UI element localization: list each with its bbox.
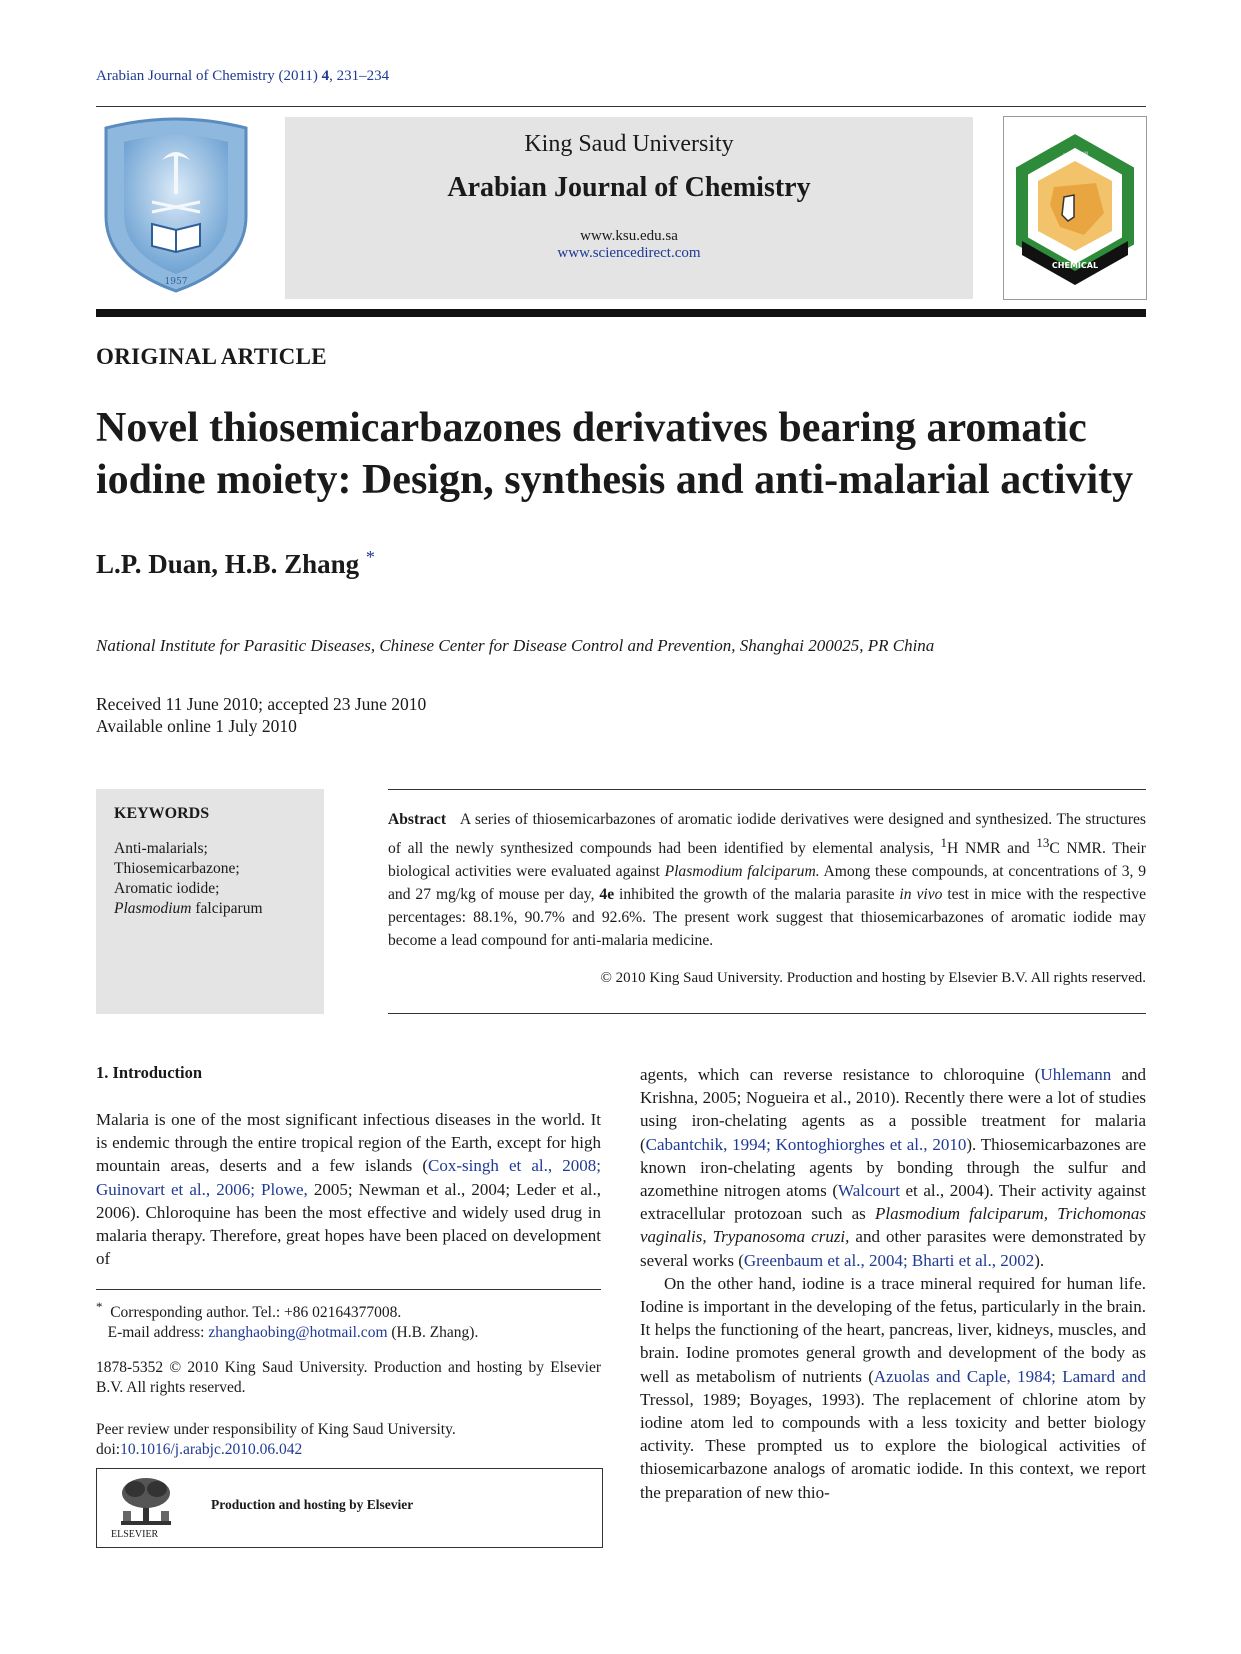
sciencedirect-url-link[interactable]: www.sciencedirect.com — [557, 245, 701, 261]
article-dates — [96, 693, 426, 737]
keyword-item: Aromatic iodide; — [114, 880, 220, 897]
email-link[interactable]: zhanghaobing@hotmail.com — [208, 1324, 388, 1342]
doi-link[interactable]: 10.1016/j.arabjc.2010.06.042 — [120, 1441, 303, 1458]
hexagon-emblem-icon — [1004, 117, 1146, 299]
intro-paragraph-left: Malaria is one of the most significant infectious diseases in the world. It is endemic through the entire tropical region of the Earth, except for high mountain areas, deserts and a few islands (Cox-singh et al., 2008; Guinovart et al., 2006; Plowe, 2005; Newman et al., 2004; Leder et al., 2006). Chloroquine has been the most effective and widely used drug in malaria therapy. Therefore, great hopes have been placed on development of — [96, 1110, 601, 1269]
abstract-copyright: © 2010 King Saud University. Production and hosting by Elsevier B.V. All rights reserved. — [600, 970, 1146, 986]
keywords-box — [96, 789, 324, 1014]
elsevier-wordmark: ELSEVIER — [111, 1529, 159, 1540]
university-name: King Saud University — [524, 131, 734, 157]
svg-text:1957: 1957 — [164, 277, 188, 287]
abstract-top-rule — [388, 789, 1146, 790]
article-type: ORIGINAL ARTICLE — [96, 344, 327, 369]
abstract-label: Abstract — [388, 811, 447, 828]
university-logo — [96, 116, 256, 296]
keyword-item: Anti-malarials; — [114, 840, 208, 857]
online-date: Available online 1 July 2010 — [96, 716, 297, 736]
peer-review-note: Peer review under responsibility of King Saud University. doi:10.1016/j.arabjc.2010.06.042 — [96, 1421, 456, 1458]
intro-right-p2: On the other hand, iodine is a trace mineral required for human life. Iodine is important in the developing of the fetus, particularly in the brain. It helps the functioning of the heart, pancreas, liver, kidneys, muscles, and brain. Iodine promotes general growth and development of the body as well as metabolism of nutrients (Azuolas and Caple, 1984; Lamard and Tressol, 1989; Boyages, 1993). The replacement of chlorine atom by iodine atom led to compounds with a less toxicity and better biology activity. These prompted us to explore the biological activities of thiosemicarbazone analogs of aromatic iodide. In this context, we report the preparation of new thio- — [640, 1273, 1146, 1502]
keyword-item: Plasmodium falciparum — [114, 900, 263, 917]
svg-text:الكيميائية: الكيميائية — [1061, 151, 1089, 159]
elsevier-box — [96, 1468, 603, 1548]
header-thick-rule — [96, 309, 1146, 317]
svg-text:CHEMICAL: CHEMICAL — [1051, 261, 1099, 270]
ksu-url-link[interactable]: www.ksu.edu.sa — [580, 228, 678, 244]
intro-right-p1: agents, which can reverse resistance to chloroquine (Uhlemann and Krishna, 2005; Nogueira et al., 2010). Recently there were a lot of studies using iron-chelating agents as a possible treatment for malaria (Cabantchik, 1994; Kontoghiorghes et al., 2010). Thiosemicarbazones are known iron-chelating agents by bonding through the sulfur and azomethine nitrogen atoms (Walcourt et al., 2004). Their activity against extracellular protozoan such as Plasmodium falciparum, Trichomonas vaginalis, Trypanosoma cruzi, and other parasites were demonstrated by several works (Greenbaum et al., 2004; Bharti et al., 2002). — [640, 1065, 1147, 1270]
journal-citation: Arabian Journal of Chemistry (2011) 4, 231–234 — [96, 68, 390, 84]
elsevier-tree-icon — [115, 1475, 177, 1533]
keywords-list — [114, 839, 263, 919]
intro-paragraph-right — [640, 1063, 1146, 1504]
keywords-heading: KEYWORDS — [114, 805, 210, 822]
citation-link[interactable]: Walcourt — [838, 1181, 900, 1201]
citation-link[interactable]: Uhlemann — [1040, 1065, 1112, 1084]
authors-text: L.P. Duan, H.B. Zhang — [96, 549, 360, 579]
abstract: Abstract A series of thiosemicarbazones of aromatic iodide derivatives were designed and synthesized. The structures of all the newly synthesized compounds had been identified by elemental analysis, $^1$H NMR and $^{13}$C NMR. Their biological activities were evaluated against Plasmodium falciparum. Among these compounds, at concentrations of 3, 9 and 27 mg/kg of mouse per day, 4e inhibited the growth of the malaria parasite in vivo test in mice with the respective percentages: 88.1%, 90.7% and 92.6%. The present work suggest that thiosemicarbazones of aromatic iodide may become a lead compound for anti-malaria medicine. — [388, 811, 1147, 950]
society-logo — [1003, 116, 1147, 300]
abstract-bottom-rule — [388, 1013, 1146, 1014]
corresponding-author-link[interactable]: * — [365, 547, 375, 567]
page-title: Novel thiosemicarbazones derivatives bearing aromatic iodine moiety: Design, synthesis and anti-malarial activity — [96, 405, 1134, 503]
citation-link[interactable]: Azuolas and Caple, 1984; Lamard and — [873, 1366, 1146, 1386]
affiliation: National Institute for Parasitic Diseases, Chinese Center for Disease Control and Prevention, Shanghai 200025, PR China — [96, 636, 935, 655]
issn-copyright: 1878-5352 © 2010 King Saud University. Production and hosting by Elsevier B.V. All rights reserved. — [96, 1359, 601, 1396]
citation-link[interactable]: Greenbaum et al., 2004; Bharti et al., 2002 — [743, 1250, 1035, 1270]
header-rule — [96, 106, 1146, 107]
footnote-corresponding: * Corresponding author. Tel.: +86 02164377008. E-mail address: zhanghaobing@hotmail.com (H.B. Zhang). — [96, 1299, 479, 1342]
citation-link[interactable]: Cox-singh et al., 2008; Guinovart et al., 2006; Plowe, — [96, 1156, 601, 1199]
keyword-item: Thiosemicarbazone; — [114, 860, 240, 877]
shield-icon — [96, 116, 256, 296]
citation-link[interactable]: Cabantchik, 1994; Kontoghiorghes et al., 2010 — [645, 1134, 967, 1154]
author-list — [96, 547, 375, 580]
footnote-rule — [96, 1289, 601, 1290]
journal-name: Arabian Journal of Chemistry — [447, 172, 811, 203]
production-note: Production and hosting by Elsevier — [211, 1497, 414, 1512]
received-date: Received 11 June 2010; accepted 23 June 2010 — [96, 694, 427, 714]
intro-heading: 1. Introduction — [96, 1063, 203, 1082]
journal-banner — [285, 117, 973, 299]
